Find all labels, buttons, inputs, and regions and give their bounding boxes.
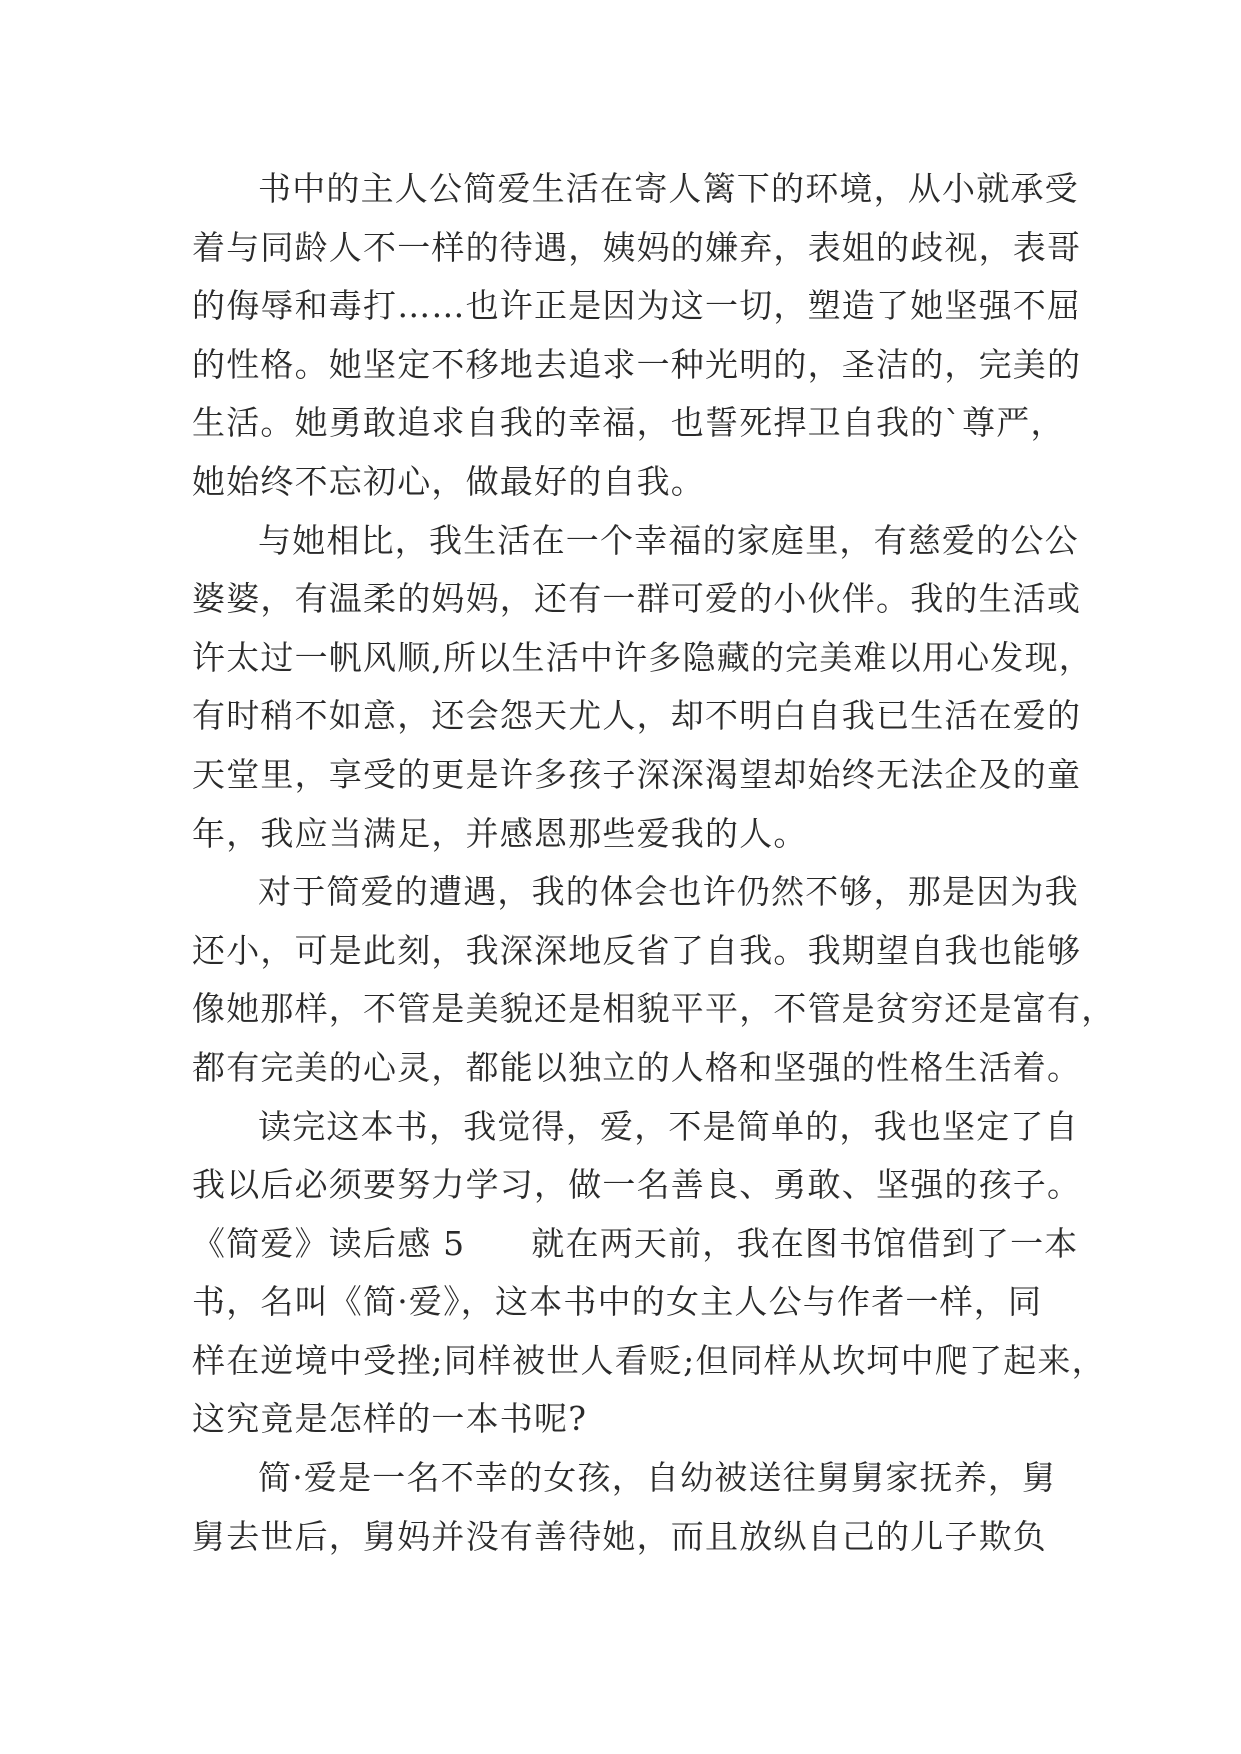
essay-title: 《简爱》读后感 5	[192, 1223, 466, 1263]
text-line: 还小，可是此刻，我深深地反省了自我。我期望自我也能够	[192, 930, 1082, 970]
text-line: 许太过一帆风顺,所以生活中许多隐藏的完美难以用心发现，	[192, 637, 1093, 677]
text-line: 的性格。她坚定不移地去追求一种光明的，圣洁的，完美的	[192, 344, 1082, 384]
text-line: 年，我应当满足，并感恩那些爱我的人。	[192, 813, 808, 853]
text-line: 书中的主人公简爱生活在寄人篱下的环境，从小就承受	[258, 169, 1079, 208]
heading-line	[192, 1215, 1079, 1274]
text-line: 她始终不忘初心，做最好的自我。	[192, 461, 705, 501]
text-line: 有时稍不如意，还会怨天尤人，却不明白自我已生活在爱的	[192, 696, 1082, 736]
text-line: 天堂里，享受的更是许多孩子深深渴望却始终无法企及的童	[192, 754, 1082, 794]
document-body	[192, 160, 1116, 1566]
text-line: 这究竟是怎样的一本书呢?	[192, 1399, 588, 1439]
text-line: 着与同龄人不一样的待遇，姨妈的嫌弃，表姐的歧视，表哥	[192, 227, 1082, 267]
heading-line-text: 就在两天前，我在图书馆借到了一本	[531, 1223, 1079, 1263]
text-line: 样在逆境中受挫;同样被世人看贬;但同样从坎坷中爬了起来，	[192, 1340, 1106, 1380]
text-line: 都有完美的心灵，都能以独立的人格和坚强的性格生活着。	[192, 1047, 1082, 1087]
text-line: 生活。她勇敢追求自我的幸福，也誓死捍卫自我的`尊严，	[192, 403, 1065, 443]
paragraph-block	[192, 1273, 1106, 1566]
paragraph-block	[192, 160, 1116, 1215]
text-line: 对于简爱的遭遇，我的体会也许仍然不够，那是因为我	[258, 872, 1079, 912]
text-line: 书，名叫《简·爱》，这本书中的女主人公与作者一样，同	[192, 1282, 1043, 1322]
text-line: 的侮辱和毒打……也许正是因为这一切，塑造了她坚强不屈	[192, 286, 1082, 326]
text-line: 婆婆，有温柔的妈妈，还有一群可爱的小伙伴。我的生活或	[192, 579, 1082, 619]
text-line: 读完这本书，我觉得，爱，不是简单的，我也坚定了自	[258, 1106, 1079, 1146]
text-line: 舅去世后，舅妈并没有善待她，而且放纵自己的儿子欺负	[192, 1516, 1047, 1556]
text-line: 像她那样，不管是美貌还是相貌平平，不管是贫穷还是富有，	[192, 989, 1116, 1029]
text-line: 我以后必须要努力学习，做一名善良、勇敢、坚强的孩子。	[192, 1165, 1082, 1205]
text-line: 与她相比，我生活在一个幸福的家庭里，有慈爱的公公	[258, 520, 1079, 560]
text-line: 简·爱是一名不幸的女孩，自幼被送往舅舅家抚养，舅	[258, 1458, 1057, 1498]
